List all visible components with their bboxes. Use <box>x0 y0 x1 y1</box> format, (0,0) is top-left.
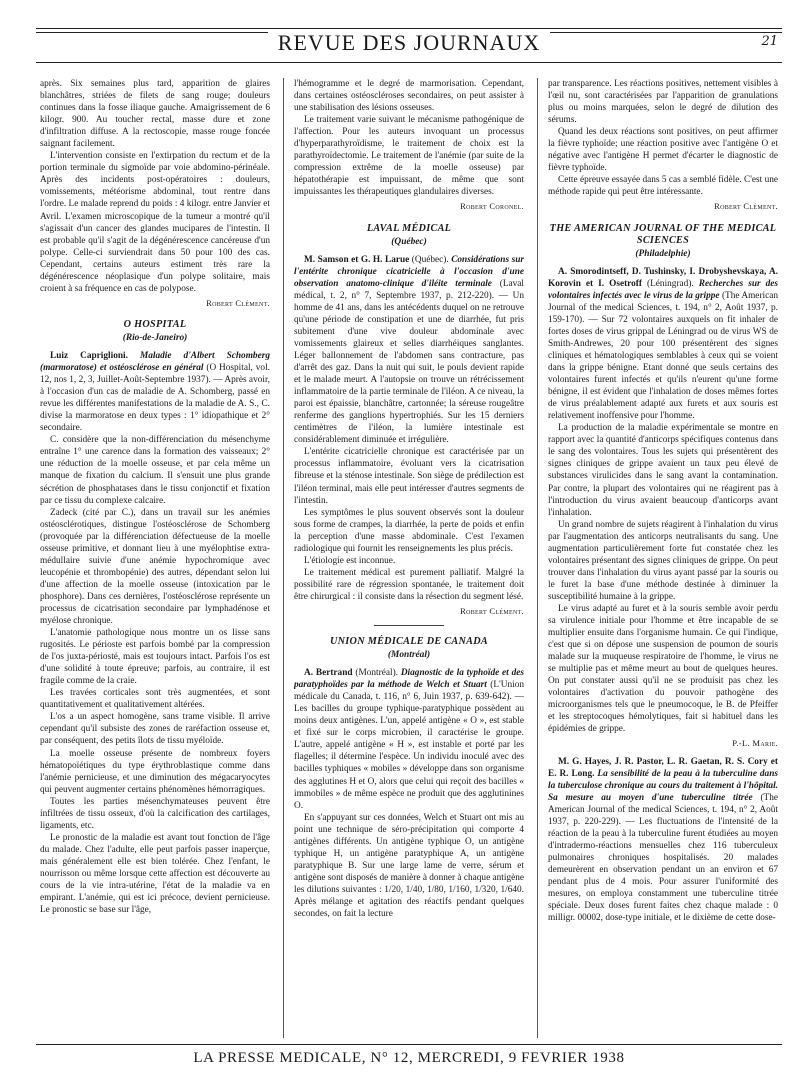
signature: Robert Clément. <box>460 605 524 616</box>
footer-text: LA PRESSE MEDICALE, N° 12, MERCREDI, 9 FEVRIER 1938 <box>193 1050 625 1066</box>
paragraph: L'étiologie est inconnue. <box>304 555 396 566</box>
article-author: A. Smorodintseff, D. Tushinsky, I. Drobyshevskaya, A. Korovin et I. Osetroff <box>548 266 778 289</box>
paragraph: Le virus adapté au furet et à la souris semble avoir perdu sa virulence initiale pour l'homme et être incapable de se multiplier ensuite dans l'organisme humain. Ce qui l'indique, c'est que si on dépose une suspension de poumon de souris malade sur la muqueuse respiratoire de l'homme, le virus ne se multiplie pas et même meurt au bout de quelques heures. On put constater aussi qu'il ne se produisit pas chez les volontaires d'activation du pouvoir pathogène des microorganismes tels que le pneumocoque, le B. de Pfeiffer et les streptocoques hémolytiques, fait si habituel dans les épidémies de grippe. <box>548 603 778 735</box>
paragraph: L'entérite cicatricielle chronique est caractérisée par un processus inflammatoire, évoluant vers la cicatrisation fibreuse et la sténose intestinale. Son siège de prédilection est l'iléon terminal, mais elle peut intéresser d'autres segments de l'intestin. <box>294 447 524 506</box>
header-rule <box>36 28 782 29</box>
paragraph: Les symptômes le plus souvent observés sont la douleur sous forme de crampes, la diarrhée, la perte de poids et enfin la perception d'une masse abdominale. C'est l'examen radiologique qui fournit les renseignements les plus précis. <box>294 507 524 554</box>
article-title: Diagnostic de la typhoïde et des paratyphoïdes par la méthode de Welch et Stuart <box>294 668 524 691</box>
paragraph: Toutes les parties mésenchymateuses peuvent être infiltrées de tissu osseux, d'où la calcification des cartilages, ligaments, etc. <box>40 796 270 831</box>
paragraph: La moelle osseuse présente de nombreux foyers hématopoïétiques du type érythroblastique comme dans l'anémie pernicieuse, et une diminution des mégacaryocytes qui peuvent augmenter certains phénomènes hémorragiques. <box>40 748 270 795</box>
column-1 <box>40 78 270 1038</box>
article-author: A. Bertrand <box>304 668 353 679</box>
section-title: LAVAL MÉDICAL <box>366 222 452 234</box>
column-2 <box>294 78 524 1038</box>
paragraph: L'intervention consiste en l'extirpation du rectum et de la portion terminale du sigmoïde par voie abdomino-périnéale. Après des incidents post-opératoires : douleurs, vomissements, météorisme abdominal, tout rentre dans l'ordre. Le malade reprend du poids : 4 kilogr. entre Janvier et Avril. L'examen microscopique de la tumeur a montré qu'il s'agissait d'un cancer des glandes mucipares de l'intestin. Il est probable qu'il s'agit de la dégénérescence cancéreuse d'un polype. Celle-ci surviendrait dans 50 pour 100 des cas. Cependant, certains auteurs estiment très rare la dégénérescence néoplasique d'un polype solitaire, mais croient à sa fréquence en cas de polypose. <box>40 151 270 294</box>
paragraph: Quand les deux réactions sont positives, on peut affirmer la fièvre typhoïde; une réaction positive avec l'antigène O et négative avec l'antigène H permet d'écarter le diagnostic de fièvre typhoïde. <box>548 127 778 174</box>
section-subtitle: (Montréal) <box>387 650 431 661</box>
article-abstract <box>294 667 524 812</box>
article-reference: (The American Journal of the medical Sciences, t. 194, n° 2, Août 1937, p. 159-170). — Sur 72 volontaires auxquels on fit inhaler de fortes doses de virus grippal de Léningrad ou de virus WS de Smith-Andrewes, 20 pour 100 présentèrent des signes cliniques et hématologiques semblables à ceux qui se voient dans la grippe bénigne. Etant donné que seuls certains des volontaires furent infectés et qu'ils n'eurent qu'une forme bénigne, il est évident que l'inhalation de doses mêmes fortes de virus préalablement adapté aux furets et aux souris est relativement inoffensive pour l'homme. <box>548 290 778 422</box>
section-rule <box>374 625 444 626</box>
paragraph: En s'appuyant sur ces données, Welch et Stuart ont mis au point une technique de séro-précipitation qui comporte 4 antigènes différents. Un antigène typhique O, un antigène typhique H, un antigène paratyphique A, un antigène paratyphique B. Sur une large lame de verre, sérum et antigène sont disposés de manière à donner à chaque antigène les dilutions suivantes : 1/20, 1/40, 1/80, 1/160, 1/320, 1/640. Après mélange et agitation des réactifs pendant quelques secondes, on fait la lecture <box>294 812 524 920</box>
paragraph: L'os a un aspect homogène, sans trame visible. Il arrive cependant qu'il subsiste des zones de raréfaction osseuse et, par conséquent, des petits îlots de tissu myéloïde. <box>40 712 270 747</box>
paragraph: La production de la maladie expérimentale se montre en rapport avec la quantité d'anticorps spécifiques contenus dans le sang des volontaires. Tous les sujets qui présentèrent des signes cliniques de grippe avaient un taux peu élevé de substances virulicides dans le sang avant la contamination. Par contre, la plupart des volontaires qui ne réagirent pas à l'introduction du virus avaient beaucoup d'anticorps avant l'inhalation. <box>548 423 778 518</box>
signature: Robert Clément. <box>714 201 778 212</box>
paragraph: Le pronostic de la maladie est avant tout fonction de l'âge du malade. Chez l'adulte, elle peut parfois passer inaperçue, mais généralement elle est bien tolérée. Chez l'enfant, le nourrisson ou même lorsque cette affection est découverte au cours de la vie intra-utérine, l'état de la maladie va en empirant. L'anémie, qui est ici précoce, devient pernicieuse. Le pronostic se base sur l'âge, <box>40 832 270 916</box>
paragraph: C. considère que la non-différenciation du mésenchyme entraîne 1° une carence dans la formation des vaisseaux; 2° une réduction de la moelle osseuse, et par cela même un manque de fixation du calcium. Il s'ensuit une plus grande sécrétion de phosphatases dans le tissu conjonctif et fixation par ce tissu du complexe calcaire. <box>40 435 270 506</box>
text-columns <box>40 78 782 1038</box>
article-abstract <box>294 254 524 447</box>
article-reference: (The American Journal of the medical Sciences, t. 194, n° 2, Août 1937, p. 220-229). — Les fluctuations de l'intensité de la réaction de la peau à la tuberculine furent étudiées au moyen d'intradermo-réactions mensuelles chez 116 tuberculeux pulmonaires chroniques hospitalisés. 20 malades demeurèrent en observation pendant un an environ et 67 pendant plus de 4 mois. Pour assurer l'uniformité des mesures, on employa constamment une tuberculine titrée spéciale. Deux doses furent faites chez chaque malade : 0 milligr. 00002, dose-type initiale, et le dixième de cette dose- <box>548 792 778 924</box>
section-title: THE AMERICAN JOURNAL OF THE MEDICAL SCIENCES <box>549 222 777 246</box>
paragraph: Cette épreuve essayée dans 5 cas a semblé fidèle. C'est une méthode rapide qui peut être intéressante. <box>548 175 778 198</box>
section-title: O HOSPITAL <box>123 318 187 330</box>
paragraph: Le traitement médical est purement palliatif. Malgré la possibilité rare de régression spontanée, le traitement doit être chirurgical : il consiste dans la résection du segment lésé. <box>294 567 524 602</box>
page-header <box>36 18 782 62</box>
paragraph: Un grand nombre de sujets réagirent à l'inhalation du virus par l'augmentation des anticorps neutralisants du sang. Une augmentation particulièrement forte fut constatée chez les volontaires présentant des signes cliniques de grippe. On peut trouver dans l'inhalation du virus ayant passé par la souris ou le furet la base d'une méthode destinée à diminuer la susceptibilité humaine à la grippe. <box>548 519 778 602</box>
article-author: M. Samson et G. H. Larue <box>304 254 410 265</box>
paragraph: par transparence. Les réactions positives, nettement visibles à l'œil nu, sont caractérisées par l'apparition de granulations plus ou moins marquées, selon le degré de dilution des sérums. <box>548 79 778 126</box>
article-abstract <box>548 756 778 925</box>
article-abstract <box>548 266 778 423</box>
article-place: (Léningrad). <box>647 278 694 289</box>
paragraph: l'hémogramme et le degré de marmorisation. Cependant, dans certaines ostéoscléroses secondaires, on peut assister à une stabilisation des lésions osseuses. <box>294 79 524 114</box>
article-author: M. G. Hayes, J. R. Pastor, L. R. Gaetan, R. S. Cory et E. R. Long. <box>548 756 778 779</box>
paragraph: Le traitement varie suivant le mécanisme pathogénique de l'affection. Pour les auteurs invoquant un processus d'hyperparathyroïdisme, le traitement de choix est la parathyroïdectomie. Le traitement de l'anémie (par suite de la compression extrême de la moelle osseuse) par hépatothérapie est impuissant, de même que sont impuissantes les thérapeutiques glandulaires diverses. <box>294 115 524 198</box>
signature: Robert Coronel. <box>460 201 524 212</box>
article-title: Maladie d'Albert Schomberg (marmoratose) et ostéosclérose en général <box>40 350 270 374</box>
section-subtitle: (Québec) <box>391 236 427 247</box>
signature: Robert Clément. <box>206 297 270 308</box>
article-abstract <box>40 350 270 434</box>
running-title: REVUE DES JOURNAUX <box>36 30 782 56</box>
article-title: Considérations sur l'entérite chronique cicatricielle à l'occasion d'une observation anatomo-clinique d'iléite terminale <box>294 254 524 289</box>
article-place: (Québec). <box>411 254 449 265</box>
column-divider <box>537 78 538 1038</box>
column-divider <box>283 78 284 1038</box>
article-title: La sensibilité de la peau à la tuberculine dans la tuberculose chronique au cours du traitement à l'hôpital. Sa mesure au moyen d'une tuberculine titrée <box>548 768 778 803</box>
article-reference: (Laval médical, t. 2, n° 7, Septembre 1937, p. 212-220). — Un homme de 41 ans, dans les antécédents duquel on ne retrouve qu'une période de constipation et une de diarrhée, fut pris subitement d'une vive douleur abdominale avec vomissements glaireux et selles diarrhéiques sanglantes. Léger ballonnement de l'abdomen sans contracture, pas d'arrêt des gaz. Dans la nuit qui suit, le pouls devient rapide et le malade meurt. A l'autopsie on trouve un rétrécissement inflammatoire de la partie terminale de l'iléon. A ce niveau, la paroi est épaissie, blanchâtre, cartonnée; la séreuse rougeâtre renferme des ganglions hypertrophiés. Sur les 15 derniers centimètres de l'iléon, la lumière intestinale est considérablement diminuée et irrégulière. <box>294 278 524 446</box>
signature: P.-L. Marie. <box>732 738 778 749</box>
paragraph: après. Six semaines plus tard, apparition de glaires blanchâtres, striées de filets de sang rouge; douleurs continues dans la fosse iliaque gauche. Amaigrissement de 6 kilogr. 900. Au toucher rectal, masse dure et zone d'infiltration diffuse. A la rectoscopie, masse rouge foncée saignant facilement. <box>40 79 270 150</box>
article-place: (Montréal). <box>355 668 398 679</box>
article-title: Recherches sur des volontaires infectés avec le virus de la grippe <box>548 278 778 301</box>
section-subtitle: (Philadelphie) <box>635 248 691 259</box>
article-reference: (O Hospital, vol. 12, nos 1, 2, 3, Juillet-Août-Septembre 1937). — Après avoir, à l'occasion d'un cas de maladie de A. Schomberg, passé en revue les différentes manifestations de la maladie de A. S., C. divise la marmoratose en deux types : 1° idiopathique et 2° secondaire. <box>40 363 270 434</box>
article-reference: (L'Union médicale du Canada, t. 116, n° 6, Juin 1937, p. 639-642). — Les bacilles du groupe typhique-paratyphique possèdent au moins deux antigènes. L'un, appelé antigène « O », est stable et fixé sur le corps microbien, il caractérise le groupe. L'autre, appelé antigène « H », est instable et porté par les flagelles; il détermine l'espèce. Un individu inoculé avec des bacilles typhiques « mobiles » développe dans son organisme des agglutines H et O, alors que celui qui reçoit des bacilles « immobiles » de même espèce ne produit que des agglutinines O. <box>294 680 524 811</box>
column-3 <box>548 78 778 1038</box>
section-subtitle: (Rio-de-Janeiro) <box>122 332 188 343</box>
section-title: UNION MÉDICALE DE CANADA <box>329 636 489 648</box>
paragraph: Zadeck (cité par C.), dans un travail sur les anémies ostéosclérotiques, distingue l'ostéosclérose de Schomberg (provoquée par la différenciation défectueuse de la moelle osseuse primitive, et donnant lieu à une myélophtise extra-médullaire suivie d'une anémie hypochromique avec leucopénie et thrombopénie) des autres, dépendant selon lui d'une affection de la moelle osseuse (intoxication par le phosphore). Dans ces dernières, l'ostéosclérose représente un processus de cicatrisation secondaire par lymphadénose et myélose chronique. <box>40 507 270 627</box>
page-footer <box>36 1044 782 1072</box>
page-number: 21 <box>761 34 778 49</box>
paragraph: Les travées corticales sont très augmentées, et sont quantitativement et qualitativement altérées. <box>40 688 270 711</box>
footer-rule <box>36 1044 782 1045</box>
paragraph: L'anatomie pathologique nous montre un os lisse sans rugosités. Le périoste est parfois bombé par la compression de l'os juxta-périosté, mais est toujours intact. Parfois l'os est d'une solidité à toute épreuve; parfois, au contraire, il est fragile comme de la craie. <box>40 628 270 687</box>
article-author: Luiz Capriglioni. <box>50 350 128 361</box>
header-rule-bottom <box>36 62 782 63</box>
